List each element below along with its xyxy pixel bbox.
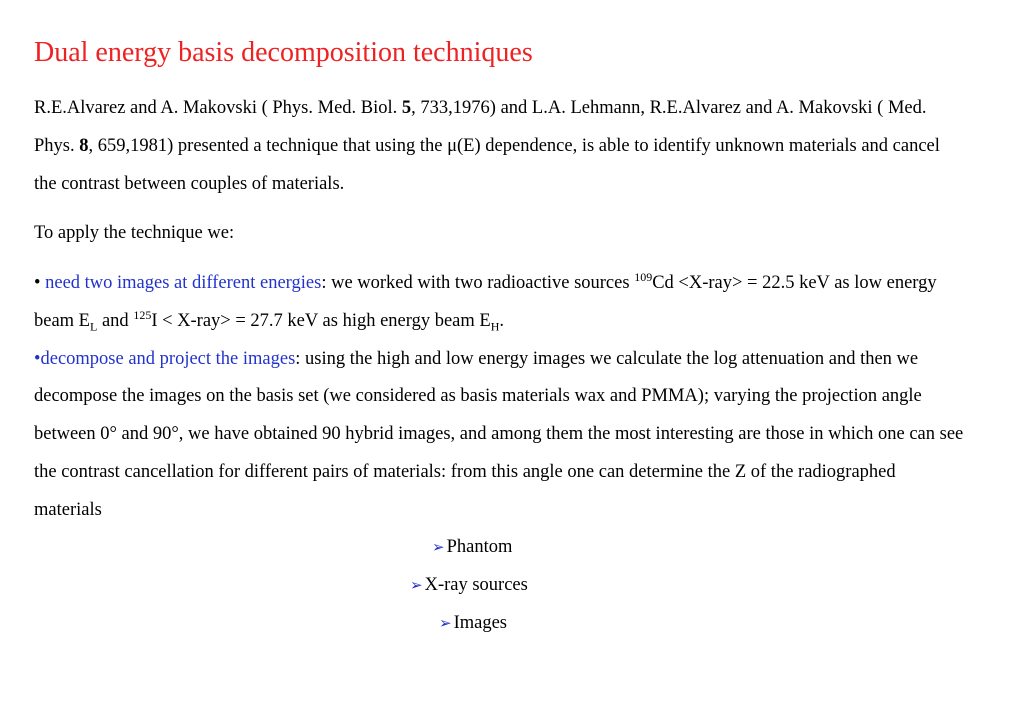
step-1-text-1: : we worked with two radioactive sources [321,273,635,293]
intro-text-3: , 659,1981) presented a technique that using the μ(E) dependence, is able to identify unknown materials and cancel the contrast between couples of materials. [34,135,940,194]
step-2 [34,341,964,530]
step-1-text-5: . [499,310,504,331]
apply-heading: To apply the technique we: [34,223,235,243]
page-title: Dual energy basis decomposition techniques [34,37,533,68]
arrow-bullet-icon: ➢ [432,540,445,556]
step-2-text: : using the high and low energy images we calculate the log attenuation and then we decompose the images on the basis set (we considered as basis materials wax and PMMA); varying the projection angle between 0° and 90°, we have obtained 90 hybrid images, and among them the most interesting are those in which one can see the contrast cancellation for different pairs of materials: from this angle one can determine the Z of the radiographed materials [34,348,964,520]
step-2-highlight: decompose and project the images [40,348,296,369]
intro-text-2: , 733,1976) and L.A. Lehmann, R.E.Alvarez and A. Makovski ( Med. Phys. [34,98,927,156]
steps-section [34,265,964,530]
arrow-bullet-icon: ➢ [439,616,452,632]
volume-8: 8 [79,135,89,156]
intro-text-1: R.E.Alvarez and A. Makovski ( Phys. Med. Biol. [34,98,402,118]
link-phantom[interactable] [432,529,512,568]
link-label: Phantom [446,537,513,557]
cd-isotope-mass: 109 [634,269,653,284]
link-label: Images [453,613,508,633]
low-energy-subscript: L [90,319,98,334]
step-1-text-3: and [97,310,134,331]
high-energy-subscript: H [490,319,500,334]
intro-paragraph [34,90,964,203]
step-2-bullet: • [34,348,41,369]
i-isotope-mass: 125 [133,307,152,322]
step-1-bullet: • [34,273,46,293]
volume-5: 5 [401,98,412,118]
step-1-text-4: I < X-ray> = 27.7 keV as high energy beam E [151,310,491,331]
step-1-highlight: need two images at different energies [45,273,322,293]
link-label: X-ray sources [424,575,528,595]
link-xray-sources[interactable] [410,567,528,606]
step-1 [34,265,964,341]
arrow-bullet-icon: ➢ [410,578,423,594]
link-images[interactable] [439,605,507,644]
step-1-text-2: Cd <X-ray> = 22.5 keV as low energy beam E [34,273,937,331]
